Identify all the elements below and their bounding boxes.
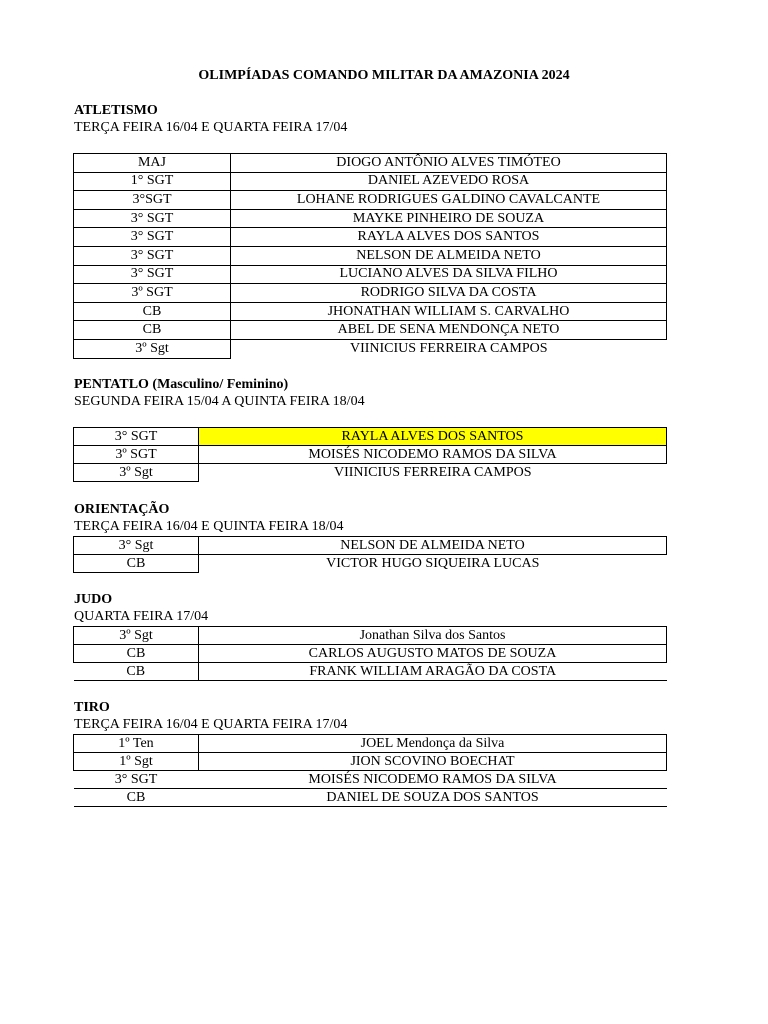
- name-cell: LUCIANO ALVES DA SILVA FILHO: [231, 265, 667, 284]
- name-cell: FRANK WILLIAM ARAGÃO DA COSTA: [199, 663, 667, 681]
- table-tiro: [73, 734, 667, 807]
- rank-cell: 3° SGT: [74, 771, 199, 789]
- name-cell: MAYKE PINHEIRO DE SOUZA: [231, 209, 667, 228]
- name-cell: JHONATHAN WILLIAM S. CARVALHO: [231, 302, 667, 321]
- rank-cell: CB: [74, 321, 231, 340]
- name-cell: Jonathan Silva dos Santos: [199, 627, 667, 645]
- name-cell: DANIEL DE SOUZA DOS SANTOS: [199, 789, 667, 807]
- rank-cell: 3° SGT: [74, 246, 231, 265]
- rank-cell: CB: [74, 789, 199, 807]
- table-row: [74, 228, 667, 247]
- table-row: [74, 339, 667, 358]
- name-cell: VIINICIUS FERREIRA CAMPOS: [199, 464, 667, 482]
- rank-cell: 1º Ten: [74, 735, 199, 753]
- table-row: [74, 191, 667, 210]
- name-cell: RAYLA ALVES DOS SANTOS: [231, 228, 667, 247]
- table-row: [74, 302, 667, 321]
- section-date-orientacao: TERÇA FEIRA 16/04 E QUINTA FEIRA 18/04: [74, 519, 344, 534]
- table-row: [74, 172, 667, 191]
- table-row: [74, 284, 667, 303]
- table-row: [74, 645, 667, 663]
- table-row: [74, 735, 667, 753]
- section-date-tiro: TERÇA FEIRA 16/04 E QUARTA FEIRA 17/04: [74, 717, 348, 732]
- section-title-tiro: TIRO: [74, 700, 110, 715]
- section-date-judo: QUARTA FEIRA 17/04: [74, 609, 209, 624]
- name-cell: NELSON DE ALMEIDA NETO: [199, 537, 667, 555]
- name-cell: RODRIGO SILVA DA COSTA: [231, 284, 667, 303]
- table-row: [74, 771, 667, 789]
- table-row: [74, 753, 667, 771]
- rank-cell: 3° SGT: [74, 265, 231, 284]
- name-cell-highlighted: RAYLA ALVES DOS SANTOS: [199, 428, 667, 446]
- rank-cell: 3º Sgt: [74, 627, 199, 645]
- section-title-pentatlo: PENTATLO (Masculino/ Feminino): [74, 377, 289, 392]
- table-orientacao: [73, 536, 667, 573]
- rank-cell: 3º Sgt: [74, 464, 199, 482]
- table-pentatlo: [73, 427, 667, 482]
- rank-cell: 3º SGT: [74, 446, 199, 464]
- section-date-atletismo: TERÇA FEIRA 16/04 E QUARTA FEIRA 17/04: [74, 120, 348, 135]
- table-row: [74, 246, 667, 265]
- name-cell: ABEL DE SENA MENDONÇA NETO: [231, 321, 667, 340]
- rank-cell: 1º Sgt: [74, 753, 199, 771]
- section-title-orientacao: ORIENTAÇÃO: [74, 502, 170, 517]
- rank-cell: CB: [74, 645, 199, 663]
- table-row: [74, 428, 667, 446]
- rank-cell: 3º Sgt: [74, 339, 231, 358]
- name-cell: DIOGO ANTÔNIO ALVES TIMÓTEO: [231, 154, 667, 173]
- table-row: [74, 209, 667, 228]
- rank-cell: 3° SGT: [74, 228, 231, 247]
- rank-cell: 3° SGT: [74, 428, 199, 446]
- name-cell: VICTOR HUGO SIQUEIRA LUCAS: [199, 555, 667, 573]
- name-cell: VIINICIUS FERREIRA CAMPOS: [231, 339, 667, 358]
- table-row: [74, 464, 667, 482]
- section-date-pentatlo: SEGUNDA FEIRA 15/04 A QUINTA FEIRA 18/04: [74, 394, 365, 409]
- name-cell: JOEL Mendonça da Silva: [199, 735, 667, 753]
- name-cell: MOISÉS NICODEMO RAMOS DA SILVA: [199, 446, 667, 464]
- document-title: OLIMPÍADAS COMANDO MILITAR DA AMAZONIA 2024: [198, 68, 570, 83]
- table-row: [74, 321, 667, 340]
- table-row: [74, 265, 667, 284]
- rank-cell: CB: [74, 663, 199, 681]
- name-cell: JION SCOVINO BOECHAT: [199, 753, 667, 771]
- table-judo: [73, 626, 667, 681]
- table-row: [74, 555, 667, 573]
- name-cell: CARLOS AUGUSTO MATOS DE SOUZA: [199, 645, 667, 663]
- rank-cell: CB: [74, 555, 199, 573]
- table-row: [74, 537, 667, 555]
- rank-cell: 3°SGT: [74, 191, 231, 210]
- table-row: [74, 154, 667, 173]
- section-title-atletismo: ATLETISMO: [74, 103, 158, 118]
- rank-cell: 3° Sgt: [74, 537, 199, 555]
- name-cell: DANIEL AZEVEDO ROSA: [231, 172, 667, 191]
- table-row: [74, 789, 667, 807]
- rank-cell: CB: [74, 302, 231, 321]
- name-cell: LOHANE RODRIGUES GALDINO CAVALCANTE: [231, 191, 667, 210]
- name-cell: MOISÉS NICODEMO RAMOS DA SILVA: [199, 771, 667, 789]
- rank-cell: MAJ: [74, 154, 231, 173]
- rank-cell: 3° SGT: [74, 209, 231, 228]
- table-row: [74, 627, 667, 645]
- name-cell: NELSON DE ALMEIDA NETO: [231, 246, 667, 265]
- table-row: [74, 446, 667, 464]
- rank-cell: 1° SGT: [74, 172, 231, 191]
- table-row: [74, 663, 667, 681]
- rank-cell: 3º SGT: [74, 284, 231, 303]
- section-title-judo: JUDO: [74, 592, 113, 607]
- table-atletismo: [73, 153, 667, 359]
